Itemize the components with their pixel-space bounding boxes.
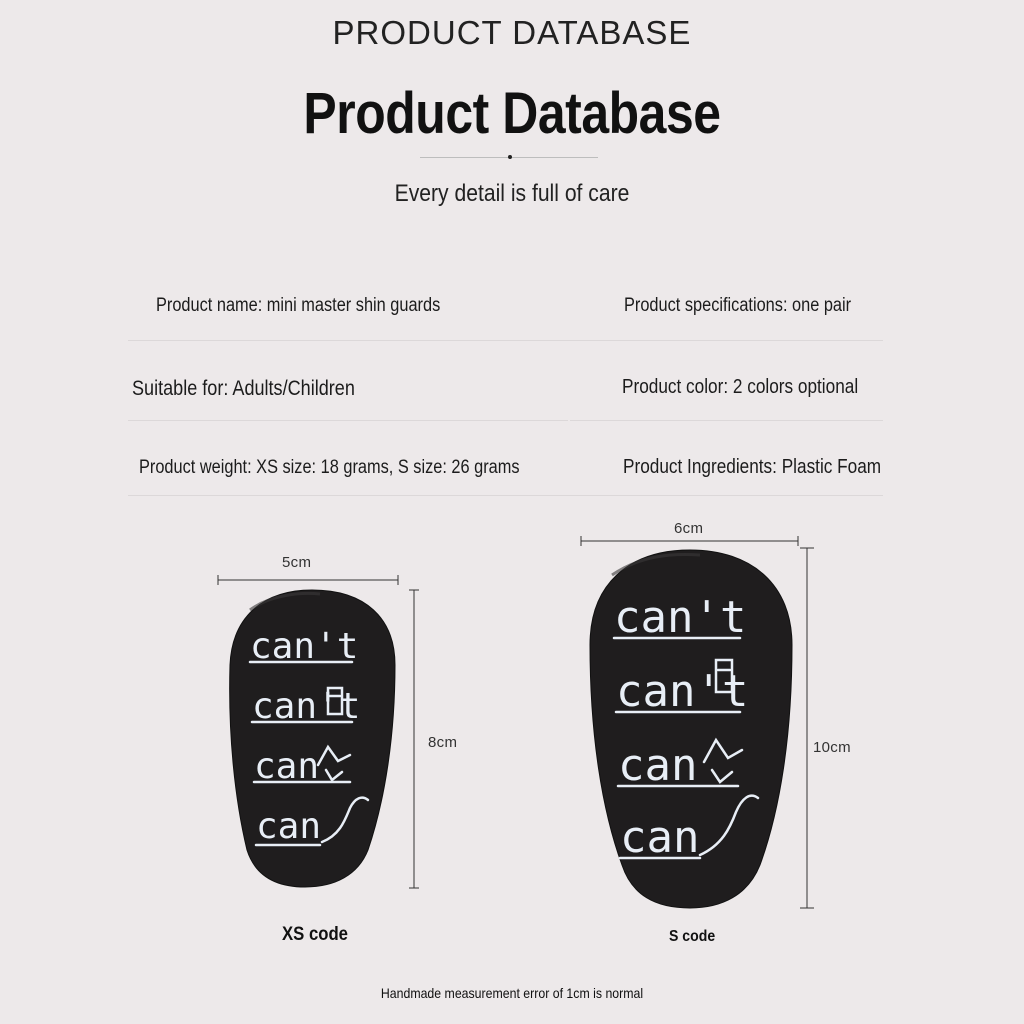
- xs-size-caption: XS code: [282, 924, 348, 945]
- s-guard-line-2: can't: [616, 666, 749, 717]
- xs-height-dimension-line: [409, 590, 419, 888]
- s-height-dimension-line: [800, 548, 814, 908]
- spec-product-weight: Product weight: XS size: 18 grams, S size: 26 grams: [139, 457, 520, 478]
- s-guard-line-3: can: [618, 740, 698, 791]
- spec-product-color: Product color: 2 colors optional: [622, 376, 859, 398]
- s-width-label: 6cm: [674, 520, 704, 537]
- xs-guard-line-1: can't: [250, 626, 359, 667]
- spec-suitable-for: Suitable for: Adults/Children: [132, 377, 355, 400]
- xs-width-label: 5cm: [282, 554, 312, 571]
- measurement-footnote: Handmade measurement error of 1cm is normal: [380, 985, 644, 1001]
- s-guard-line-1: can't: [614, 592, 747, 643]
- xs-guard-line-2: can't: [252, 686, 361, 727]
- s-guard-line-4: can: [620, 812, 700, 863]
- spec-product-ingredients: Product Ingredients: Plastic Foam: [623, 456, 882, 478]
- xs-width-dimension-line: [218, 575, 398, 585]
- xs-guard-line-3: can: [254, 746, 320, 787]
- page-subtitle: Every detail is full of care: [394, 180, 630, 207]
- page-title: Product Database: [303, 81, 721, 146]
- xs-shin-guard-image: [230, 590, 395, 887]
- s-height-label: 10cm: [813, 739, 851, 756]
- spec-product-specifications: Product specifications: one pair: [624, 295, 852, 316]
- s-width-dimension-line: [581, 536, 798, 546]
- header-eyebrow: PRODUCT DATABASE: [332, 14, 692, 51]
- s-size-caption: S code: [669, 928, 716, 945]
- xs-height-label: 8cm: [428, 734, 458, 751]
- spec-product-name: Product name: mini master shin guards: [156, 295, 441, 316]
- xs-guard-line-4: can: [256, 806, 322, 847]
- s-shin-guard-image: [590, 550, 792, 908]
